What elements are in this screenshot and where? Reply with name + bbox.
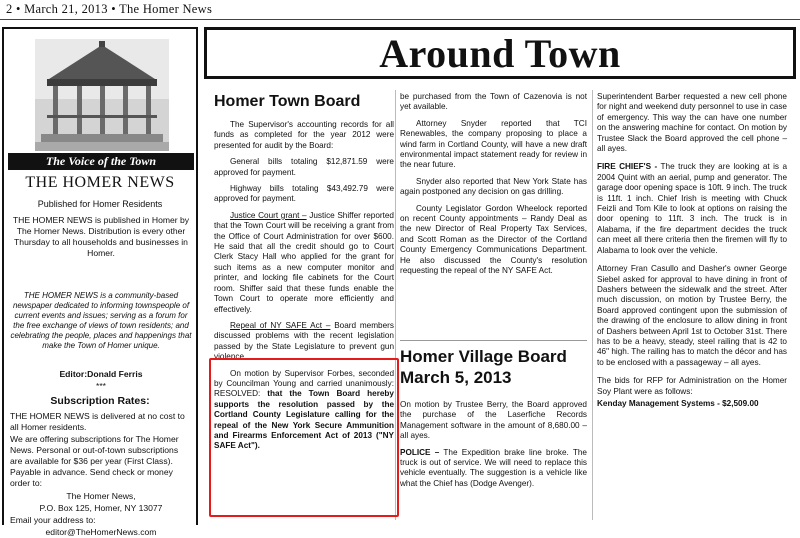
justice-court-label: Justice Court grant – bbox=[230, 210, 307, 220]
article-paragraph: Attorney Snyder reported that TCI Renewables, the company proposing to place a wind farm in Cortland County, will have a new draft environmental impact statement ready for review in the near future. bbox=[400, 118, 587, 170]
column-2 bbox=[400, 92, 587, 283]
editor-line: Editor:Donald Ferris bbox=[59, 369, 143, 379]
bid-line: Kenday Management Systems - $2,509.00 bbox=[597, 398, 759, 408]
published-for: Published for Homer Residents bbox=[37, 199, 163, 209]
police-label: POLICE – bbox=[400, 447, 440, 457]
article-paragraph: Attorney Fran Casullo and Dasher's owner George Siebel asked for approval to have dining in front of Dashers between the sidewalk and the street. After much discussion, on motion by Trustee Berry, the Board approved contingent upon the submission of the drawing of the enclosure to allow dining in front of Dashers between April 1st to October 31st. There has to be a heavy, steady, steel railing that is 42 to 46" high. The railing has to match the décor and has to be enclosed with a passageway – all ayes. bbox=[597, 264, 787, 367]
email-address[interactable]: editor@TheHomerNews.com bbox=[45, 527, 157, 537]
section-title-box bbox=[204, 27, 796, 79]
mission-statement: THE HOMER NEWS is a community-based newspaper dedicated to informing townspeople of current events and issues; serving as a forum for the free exchange of views of town residents; and celebrating the people, places and happenings that make the Town of Homer unique. bbox=[10, 291, 192, 350]
article-paragraph: The Supervisor's accounting records for all funds as completed for the year 2012 were presented for audit by the Board: bbox=[214, 120, 394, 150]
justice-court-text: Justice Shiffer reported that the Town Court will be receiving a grant from the Office of Court Administration for over $600. He said that all the credit should go to Court Clerk Stacy Hall who applied for the grant for such items as a new computer monitor and printer, and locking file cabinets for the Court room. Shiffer said that these funds enable the Town Court to operate more efficiently and effectively. bbox=[214, 210, 394, 314]
section-title: Around Town bbox=[379, 30, 621, 76]
published-info: THE HOMER NEWS is published in Homer by The Homer News. Distribution is every other Thursday to all households and businesses in Homer. bbox=[12, 215, 190, 258]
header-rule bbox=[0, 19, 800, 20]
voice-of-town-banner: The Voice of the Town bbox=[8, 153, 194, 170]
gazebo-image bbox=[35, 39, 169, 151]
article-paragraph: Superintendent Barber requested a new cell phone for night and weekend duty personnel to use in case of emergency. This way the can have one number on the answering machine for contact. On motion by Trustee Slack the Board approved the cell phone – all ayes. bbox=[597, 92, 787, 154]
town-board-headline: Homer Town Board bbox=[214, 93, 361, 110]
resolution-text: On motion by Supervisor Forbes, seconded by Councilman Young and carried unanimously: RESOLVED: bbox=[214, 368, 394, 399]
column-3 bbox=[597, 92, 787, 415]
email-label: Email your address to: bbox=[10, 515, 96, 525]
village-board-section bbox=[400, 346, 587, 495]
safe-act-label: Repeal of NY SAFE Act – bbox=[230, 320, 331, 330]
subscription-text-2: We are offering subscriptions for The Homer News. Personal or out-of-town subscriptions are available for $36 per year (First Class). Payable in advance. Send check or money order to: bbox=[10, 434, 179, 488]
resolution-bold: that the Town Board hereby supports the resolution passed by the Cortland County Legislature calling for the repeal of the New York Secure Ammunition and Firearms Enforcement Act of 2013 ("NY SAFE Act"). bbox=[214, 389, 394, 451]
fire-chief-text: The truck they are looking at is a 2004 Quint with an aerial, pump and generator. The garage door opening space is 10ft. 9 inch. The truck is 11ft. 1 inch. Chief Irish is meeting with Chuck Feizli and Tom Kile to look at options on raising the door opening to 11ft. 3 inch. The truck is in Alabama, if the fire department decides the truck can meet all there criteria then the firemen will fly to Alabama to look over the vehicle. bbox=[597, 162, 787, 255]
police-text: The Expedition brake line broke. The truck is out of service. We will need to replace this vehicle eventually. The suggestion is a vehicle like what the Chief has (Dodge Avenger). bbox=[400, 447, 587, 488]
safe-act-text: Board members discussed problems with the recent legislation passed by the State Legislature to prevent gun violence. bbox=[214, 320, 394, 362]
article-paragraph bbox=[214, 211, 394, 315]
masthead-sidebar bbox=[2, 27, 198, 537]
article-paragraph bbox=[597, 162, 787, 256]
article-paragraph: Highway bills totaling $43,492.79 were approved for payment. bbox=[214, 184, 394, 204]
article-paragraph bbox=[400, 448, 587, 490]
address-line-1: The Homer News, bbox=[66, 491, 136, 501]
masthead-title: THE HOMER NEWS bbox=[25, 174, 175, 191]
stars-separator: *** bbox=[95, 381, 107, 391]
article-paragraph: Snyder also reported that New York State has again postponed any decision on gas drilling. bbox=[400, 176, 587, 197]
address-line-2: P.O. Box 125, Homer, NY 13077 bbox=[39, 503, 163, 513]
subscription-text-1: THE HOMER NEWS is delivered at no cost to all Homer residents. bbox=[10, 411, 185, 432]
highlight-annotation-box bbox=[209, 358, 399, 517]
section-divider bbox=[400, 340, 587, 341]
subscription-heading: Subscription Rates: bbox=[50, 395, 150, 407]
article-paragraph bbox=[214, 321, 394, 363]
fire-chief-label: FIRE CHIEF'S - bbox=[597, 162, 658, 172]
article-paragraph: On motion by Trustee Berry, the Board approved the purchase of the Laserfiche Records Management software in the amount of 8,680.00 – all ayes. bbox=[400, 400, 587, 441]
village-board-headline: Homer Village Board March 5, 2013 bbox=[400, 347, 567, 387]
article-paragraph: be purchased from the Town of Cazenovia is not yet available. bbox=[400, 92, 587, 112]
column-divider bbox=[592, 90, 593, 520]
article-paragraph: General bills totaling $12,871.59 were approved for payment. bbox=[214, 157, 394, 177]
article-paragraph: The bids for RFP for Administration on the Homer Soy Plant were as follows: bbox=[597, 376, 787, 396]
article-paragraph: County Legislator Gordon Wheelock reported on recent County appointments – Randy Deal as the new Director of Real Property Tax Services, and Scott Roman as the Director of the Cortland County Emergency Communications Department. He also discussed the County's resolution requesting the repeal of the NY SAFE Act. bbox=[400, 203, 587, 276]
page-header: 2 • March 21, 2013 • The Homer News bbox=[6, 2, 213, 16]
